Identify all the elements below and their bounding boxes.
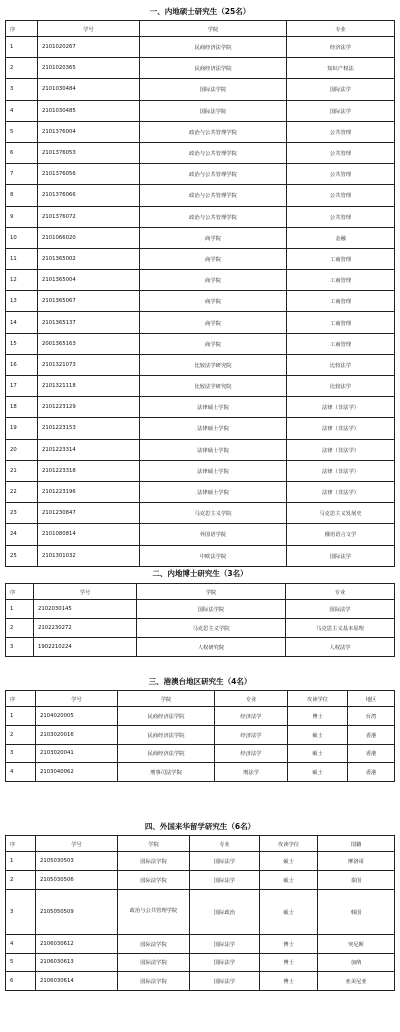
- table-cell: 6: [6, 142, 38, 163]
- table-cell: 公共管理: [287, 185, 395, 206]
- table-cell: 刑事司法学院: [118, 763, 215, 782]
- table-row: [6, 227, 395, 248]
- table-row: [6, 439, 395, 460]
- table-cell: 1: [6, 37, 38, 58]
- table-cell: 1: [6, 852, 36, 871]
- header-cell: 学院: [118, 691, 215, 707]
- header-cell: 专业: [286, 584, 395, 600]
- table-row: [6, 333, 395, 354]
- table-row: [6, 291, 395, 312]
- table-cell: 比较法学研究院: [140, 376, 287, 397]
- table-row: [6, 600, 395, 619]
- table-cell: 7: [6, 164, 38, 185]
- table-cell: 14: [6, 312, 38, 333]
- table-row: [6, 524, 395, 545]
- table-cell: 法律（非法学）: [287, 397, 395, 418]
- table-cell: 工商管理: [287, 248, 395, 269]
- table-cell: 2101376072: [38, 206, 140, 227]
- table-cell: 国际法学: [190, 934, 260, 953]
- table-cell: 2101223153: [38, 418, 140, 439]
- table-row: [6, 707, 395, 726]
- table-cell: 金融: [287, 227, 395, 248]
- header-cell: 专业: [215, 691, 288, 707]
- table-cell: 国际法学: [190, 953, 260, 972]
- table-row: [6, 248, 395, 269]
- table-cell: 10: [6, 227, 38, 248]
- table-cell: 2001365163: [38, 333, 140, 354]
- table-cell: 商学院: [140, 227, 287, 248]
- table-header-row: [6, 21, 395, 37]
- table-row: [6, 638, 395, 657]
- table-cell: 6: [6, 972, 36, 991]
- table-cell: 2106030613: [36, 953, 118, 972]
- table-cell: 工商管理: [287, 270, 395, 291]
- header-cell: 序: [6, 836, 36, 852]
- table-row: [6, 418, 395, 439]
- table-row: [6, 58, 395, 79]
- table-cell: 2101321118: [38, 376, 140, 397]
- table-cell: 知识产权法: [287, 58, 395, 79]
- table-cell: 2101223314: [38, 439, 140, 460]
- table-row: [6, 164, 395, 185]
- section-2-table: [5, 583, 395, 657]
- table-cell: 俄语语言文学: [287, 524, 395, 545]
- table-cell: 刑法学: [215, 763, 288, 782]
- table-cell: 硕士: [288, 725, 348, 744]
- table-cell: 2101223196: [38, 481, 140, 502]
- table-cell: 国际法学: [287, 545, 395, 566]
- table-cell: 博士: [288, 707, 348, 726]
- table-cell: 台湾: [348, 707, 395, 726]
- table-cell: 2101376066: [38, 185, 140, 206]
- table-row: [6, 79, 395, 100]
- section-3-table: [5, 690, 395, 782]
- table-row: [6, 744, 395, 763]
- table-cell: 2101020365: [38, 58, 140, 79]
- table-cell: 22: [6, 481, 38, 502]
- table-cell: 3: [6, 79, 38, 100]
- table-header-row: [6, 836, 395, 852]
- table-cell: 硕士: [288, 744, 348, 763]
- table-cell: 2101030484: [38, 79, 140, 100]
- header-cell: 序: [6, 21, 38, 37]
- table-cell: 国际法学院: [118, 972, 190, 991]
- table-cell: 国际法学院: [118, 934, 190, 953]
- header-cell: 攻读学位: [288, 691, 348, 707]
- table-cell: 25: [6, 545, 38, 566]
- section-4-title: 四、外国来华留学研究生（6名）: [144, 822, 256, 831]
- header-cell: 国籍: [318, 836, 395, 852]
- table-row: [6, 312, 395, 333]
- table-cell: 公共管理: [287, 121, 395, 142]
- table-cell: 2104020005: [36, 707, 118, 726]
- table-cell: 2101230847: [38, 503, 140, 524]
- table-cell: 国际法学院: [118, 953, 190, 972]
- section-4-table: [5, 835, 395, 991]
- table-cell: 公共管理: [287, 142, 395, 163]
- section-1-title: 一、内地硕士研究生（25名）: [149, 7, 251, 16]
- table-cell: 8: [6, 185, 38, 206]
- table-cell: 法律（非法学）: [287, 481, 395, 502]
- table-row: [6, 142, 395, 163]
- table-cell: 17: [6, 376, 38, 397]
- table-cell: 2105030503: [36, 852, 118, 871]
- table-cell: 政治与公共管理学院: [118, 889, 190, 934]
- table-header-row: [6, 584, 395, 600]
- table-cell: 硕士: [260, 852, 318, 871]
- header-cell: 学号: [38, 21, 140, 37]
- table-cell: 国际法学院: [140, 79, 287, 100]
- table-cell: 人权研究院: [137, 638, 286, 657]
- table-row: [6, 206, 395, 227]
- table-cell: 商学院: [140, 248, 287, 269]
- table-cell: 16: [6, 354, 38, 375]
- table-cell: 外国语学院: [140, 524, 287, 545]
- table-cell: 亚美尼亚: [318, 972, 395, 991]
- table-cell: 比较法学: [287, 376, 395, 397]
- table-cell: 硕士: [260, 870, 318, 889]
- table-cell: 国际法学: [190, 870, 260, 889]
- header-cell: 学号: [34, 584, 137, 600]
- table-cell: 民商经济法学院: [118, 707, 215, 726]
- table-cell: 加纳: [318, 953, 395, 972]
- table-cell: 2103040062: [36, 763, 118, 782]
- table-cell: 2101376056: [38, 164, 140, 185]
- table-row: [6, 934, 395, 953]
- table-row: [6, 376, 395, 397]
- table-cell: 人权法学: [286, 638, 395, 657]
- table-cell: 2103020016: [36, 725, 118, 744]
- table-cell: 法律硕士学院: [140, 418, 287, 439]
- table-cell: 2: [6, 619, 34, 638]
- table-cell: 法律硕士学院: [140, 460, 287, 481]
- table-row: [6, 619, 395, 638]
- table-cell: 商学院: [140, 333, 287, 354]
- table-cell: 国际法学院: [137, 600, 286, 619]
- table-cell: 24: [6, 524, 38, 545]
- table-cell: 2106030612: [36, 934, 118, 953]
- table-row: [6, 185, 395, 206]
- header-cell: 学院: [137, 584, 286, 600]
- table-cell: 中欧法学院: [140, 545, 287, 566]
- table-cell: 18: [6, 397, 38, 418]
- table-cell: 2101376004: [38, 121, 140, 142]
- table-cell: 比较法学研究院: [140, 354, 287, 375]
- table-row: [6, 354, 395, 375]
- table-cell: 2105050509: [36, 889, 118, 934]
- table-cell: 商学院: [140, 291, 287, 312]
- header-cell: 学号: [36, 691, 118, 707]
- table-cell: 2101020267: [38, 37, 140, 58]
- table-cell: 工商管理: [287, 312, 395, 333]
- table-cell: 硕士: [260, 889, 318, 934]
- table-cell: 15: [6, 333, 38, 354]
- table-cell: 2: [6, 725, 36, 744]
- table-cell: 香港: [348, 763, 395, 782]
- table-cell: 政治与公共管理学院: [140, 121, 287, 142]
- table-cell: 2: [6, 870, 36, 889]
- table-cell: 21: [6, 460, 38, 481]
- table-row: [6, 270, 395, 291]
- table-cell: 商学院: [140, 312, 287, 333]
- table-cell: 3: [6, 638, 34, 657]
- table-cell: 4: [6, 934, 36, 953]
- table-cell: 2101376053: [38, 142, 140, 163]
- table-cell: 2105030506: [36, 870, 118, 889]
- table-cell: 19: [6, 418, 38, 439]
- header-cell: 学院: [118, 836, 190, 852]
- header-cell: 专业: [190, 836, 260, 852]
- table-cell: 香港: [348, 744, 395, 763]
- table-cell: 民商经济法学院: [140, 37, 287, 58]
- table-cell: 经济法学: [215, 707, 288, 726]
- table-cell: 12: [6, 270, 38, 291]
- table-cell: 2102230272: [34, 619, 137, 638]
- table-cell: 比较法学: [287, 354, 395, 375]
- table-cell: 法律硕士学院: [140, 481, 287, 502]
- table-cell: 香港: [348, 725, 395, 744]
- table-cell: 2101080814: [38, 524, 140, 545]
- header-cell: 序: [6, 691, 36, 707]
- table-row: [6, 725, 395, 744]
- table-cell: 法律硕士学院: [140, 397, 287, 418]
- table-cell: 硕士: [288, 763, 348, 782]
- table-cell: 工商管理: [287, 291, 395, 312]
- table-cell: 4: [6, 100, 38, 121]
- table-cell: 博士: [260, 972, 318, 991]
- table-cell: 工商管理: [287, 333, 395, 354]
- table-cell: 国际法学院: [118, 870, 190, 889]
- table-cell: 11: [6, 248, 38, 269]
- table-cell: 韩国: [318, 889, 395, 934]
- table-cell: 2101365137: [38, 312, 140, 333]
- table-cell: 国际法学: [190, 852, 260, 871]
- table-cell: 国际法学: [286, 600, 395, 619]
- table-row: [6, 953, 395, 972]
- table-cell: 4: [6, 763, 36, 782]
- table-cell: 经济法学: [215, 725, 288, 744]
- section-2-title: 二、内地博士研究生（3名）: [152, 569, 248, 578]
- table-cell: 摩洛哥: [318, 852, 395, 871]
- table-row: [6, 763, 395, 782]
- table-cell: 2101365002: [38, 248, 140, 269]
- table-cell: 法律（非法学）: [287, 460, 395, 481]
- table-cell: 民商经济法学院: [140, 58, 287, 79]
- header-cell: 地区: [348, 691, 395, 707]
- section-1-table: [5, 20, 395, 567]
- table-cell: 9: [6, 206, 38, 227]
- table-cell: 马克思主义学院: [137, 619, 286, 638]
- header-cell: 攻读学位: [260, 836, 318, 852]
- table-cell: 公共管理: [287, 164, 395, 185]
- table-cell: 3: [6, 744, 36, 763]
- table-cell: 2102030145: [34, 600, 137, 619]
- header-cell: 专业: [287, 21, 395, 37]
- table-cell: 5: [6, 121, 38, 142]
- table-row: [6, 397, 395, 418]
- table-cell: 2101223129: [38, 397, 140, 418]
- table-cell: 3: [6, 889, 36, 934]
- table-cell: 国际法学: [287, 100, 395, 121]
- table-cell: 突尼斯: [318, 934, 395, 953]
- table-cell: 民商经济法学院: [118, 725, 215, 744]
- table-cell: 5: [6, 953, 36, 972]
- table-cell: 23: [6, 503, 38, 524]
- table-cell: 2101365067: [38, 291, 140, 312]
- table-cell: 泰国: [318, 870, 395, 889]
- header-cell: 序: [6, 584, 34, 600]
- table-cell: 2103020041: [36, 744, 118, 763]
- table-cell: 国际法学: [287, 79, 395, 100]
- table-cell: 马克思主义学院: [140, 503, 287, 524]
- table-cell: 法律硕士学院: [140, 439, 287, 460]
- table-row: [6, 503, 395, 524]
- table-row: [6, 121, 395, 142]
- table-cell: 马克思主义基本原理: [286, 619, 395, 638]
- header-cell: 学院: [140, 21, 287, 37]
- section-3-title: 三、港澳台地区研究生（4名）: [148, 677, 252, 686]
- table-cell: 博士: [260, 953, 318, 972]
- table-cell: 13: [6, 291, 38, 312]
- table-cell: 经济法学: [287, 37, 395, 58]
- table-cell: 法律（非法学）: [287, 439, 395, 460]
- table-cell: 国际法学院: [118, 852, 190, 871]
- table-cell: 政治与公共管理学院: [140, 142, 287, 163]
- table-cell: 政治与公共管理学院: [140, 206, 287, 227]
- table-cell: 2101066020: [38, 227, 140, 248]
- table-cell: 国际法学: [190, 972, 260, 991]
- table-cell: 博士: [260, 934, 318, 953]
- table-cell: 20: [6, 439, 38, 460]
- table-header-row: [6, 691, 395, 707]
- table-row: [6, 889, 395, 934]
- table-cell: 2101301032: [38, 545, 140, 566]
- table-cell: 2106030614: [36, 972, 118, 991]
- table-cell: 1: [6, 600, 34, 619]
- table-cell: 经济法学: [215, 744, 288, 763]
- table-cell: 2101365004: [38, 270, 140, 291]
- table-cell: 政治与公共管理学院: [140, 185, 287, 206]
- table-cell: 国际法学院: [140, 100, 287, 121]
- table-cell: 2: [6, 58, 38, 79]
- table-cell: 2101223318: [38, 460, 140, 481]
- table-cell: 商学院: [140, 270, 287, 291]
- table-cell: 国际政治: [190, 889, 260, 934]
- table-row: [6, 481, 395, 502]
- table-row: [6, 972, 395, 991]
- table-row: [6, 545, 395, 566]
- table-cell: 1902210224: [34, 638, 137, 657]
- table-row: [6, 852, 395, 871]
- table-row: [6, 870, 395, 889]
- header-cell: 学号: [36, 836, 118, 852]
- table-cell: 马克思主义发展史: [287, 503, 395, 524]
- table-row: [6, 37, 395, 58]
- table-cell: 法律（非法学）: [287, 418, 395, 439]
- table-row: [6, 100, 395, 121]
- table-cell: 2101030485: [38, 100, 140, 121]
- table-row: [6, 460, 395, 481]
- table-cell: 政治与公共管理学院: [140, 164, 287, 185]
- table-cell: 1: [6, 707, 36, 726]
- table-cell: 2101321073: [38, 354, 140, 375]
- table-cell: 公共管理: [287, 206, 395, 227]
- table-cell: 民商经济法学院: [118, 744, 215, 763]
